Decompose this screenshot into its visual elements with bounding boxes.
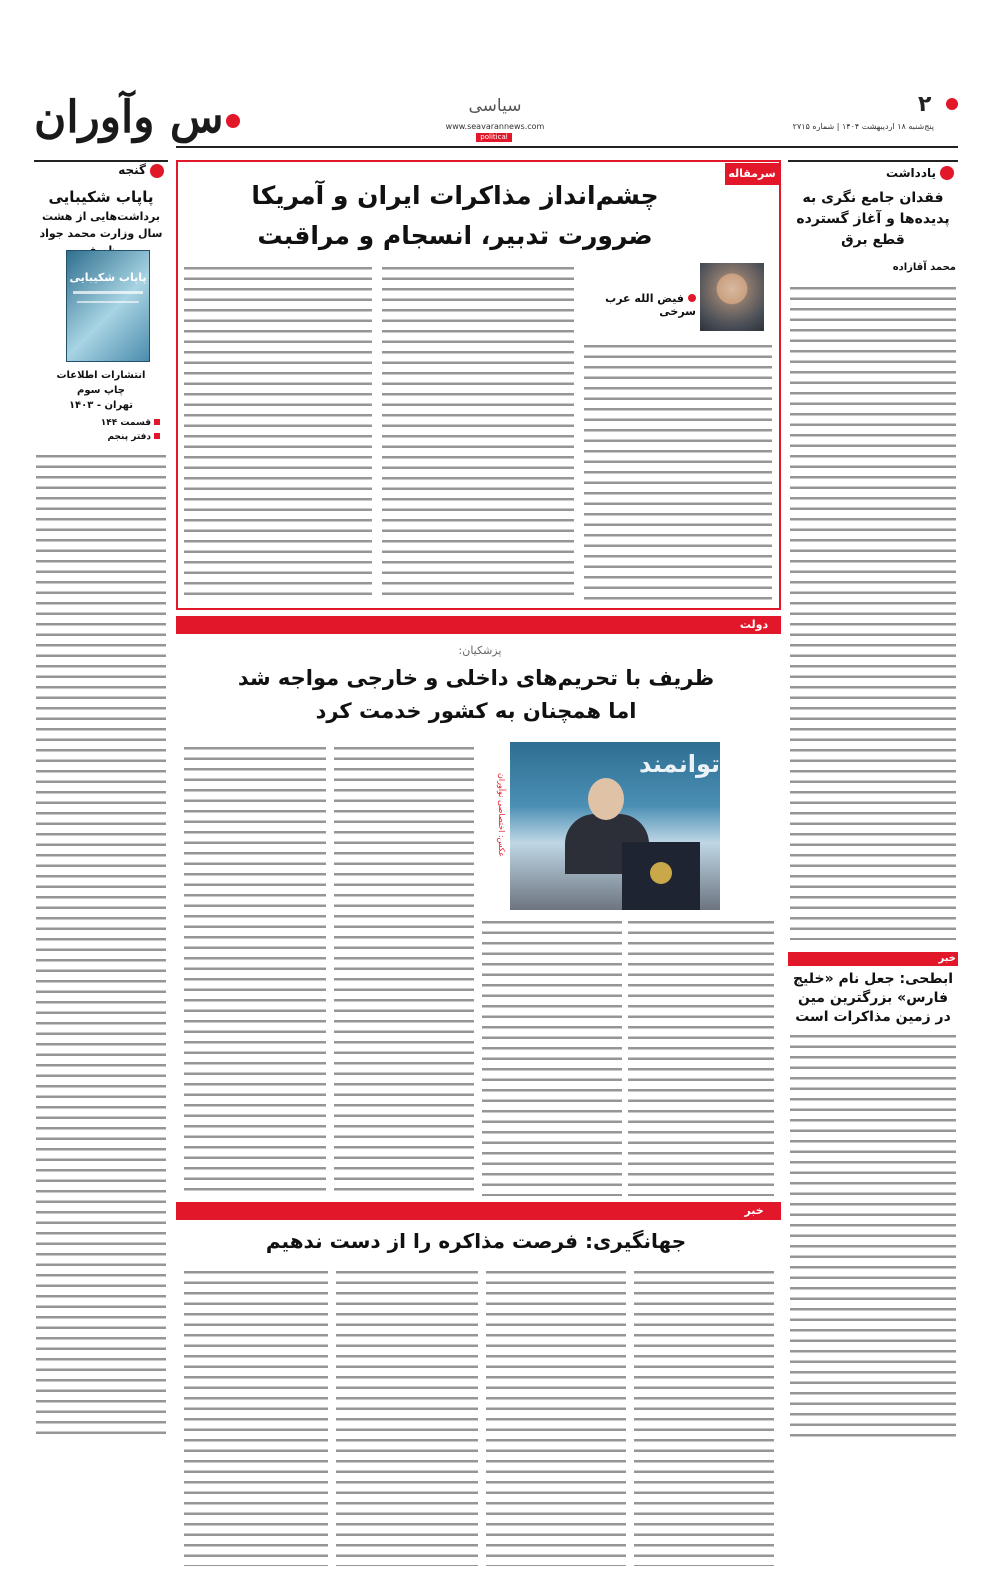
khabar-col-1 xyxy=(634,1266,774,1566)
khabar-col-2 xyxy=(486,1266,626,1566)
khabar-right-body xyxy=(790,1030,956,1442)
ganje-title: پاپاب شکیبایی xyxy=(48,188,154,206)
dolat-title-line1: ظریف با تحریم‌های داخلی و خارجی مواجه شد xyxy=(237,666,715,690)
section-title: سیاسی xyxy=(468,96,522,116)
book-cover-title: پاپاب شکیبایی xyxy=(69,271,147,284)
yaddasht-title: فقدان جامع نگری به پدیده‌ها و آغاز گسترده قطع برق xyxy=(796,190,950,248)
page-number: ۲ xyxy=(918,92,932,117)
photo-credit: عکس: اختصاصی نوآوران xyxy=(497,773,506,857)
editorial-label: سرمقاله xyxy=(725,163,779,185)
khabar-right-label: خبر xyxy=(938,953,956,964)
podium-emblem-icon xyxy=(650,862,672,884)
dolat-bar xyxy=(176,616,781,634)
dolat-col-2 xyxy=(482,916,622,1196)
ganje-part: قسمت ۱۴۴ xyxy=(80,418,160,428)
editorial-author: فیض الله عرب سرخی xyxy=(605,292,696,318)
dolat-col-3 xyxy=(334,742,474,1196)
news-photo xyxy=(510,742,720,910)
bullet-icon xyxy=(154,419,160,425)
dolat-col-1 xyxy=(628,916,774,1196)
yaddasht-label: یادداشت xyxy=(886,166,936,180)
khabar-bar xyxy=(176,1202,781,1220)
editorial-title-line2: ضرورت تدبیر، انسجام و مراقبت xyxy=(257,221,653,250)
ganje-body xyxy=(36,450,166,1440)
editorial-title xyxy=(190,176,720,256)
yaddasht-body xyxy=(790,282,956,940)
book-cover-stripe xyxy=(73,291,143,294)
editorial-title-line1: چشم‌انداز مذاکرات ایران و آمریکا xyxy=(251,181,659,210)
issue-date: پنج‌شنبه ۱۸ اردیبهشت ۱۴۰۴ | شماره ۲۷۱۵ xyxy=(792,122,934,131)
page-dot-icon xyxy=(946,98,958,110)
newspaper-logo: ﺱ وآوران xyxy=(34,92,240,143)
section-tag: political xyxy=(476,133,512,142)
editorial-col-2 xyxy=(382,262,574,602)
khabar-right-title: ابطحی: جعل نام «خلیج فارس» بزرگترین مین در زمین مذاکرات است xyxy=(792,971,954,1025)
author-dot-icon xyxy=(688,294,696,302)
yaddasht-author: محمد آقازاده xyxy=(892,262,956,273)
dolat-label: دولت xyxy=(739,618,769,631)
masthead-rule xyxy=(176,146,958,148)
khabar-title: جهانگیری: فرصت مذاکره را از دست ندهیم xyxy=(265,1229,687,1253)
book-cover-stripe xyxy=(77,301,139,303)
logo-dot-icon xyxy=(226,114,240,128)
yaddasht-dot-icon xyxy=(940,166,954,180)
ganje-dot-icon xyxy=(150,164,164,178)
dolat-title-line2: اما همچنان به کشور خدمت کرد xyxy=(315,699,637,723)
khabar-col-3 xyxy=(336,1266,478,1566)
ganje-subtitle: برداشت‌هایی از هشت سال وزارت محمد جواد xyxy=(39,210,163,240)
author-photo xyxy=(700,263,764,331)
book-edition: چاپ سوم xyxy=(77,385,125,396)
dolat-col-4 xyxy=(184,742,326,1196)
ganje-notebook: دفتر پنجم xyxy=(80,432,160,442)
bullet-icon xyxy=(154,433,160,439)
khabar-col-4 xyxy=(184,1266,328,1566)
editorial-col-3 xyxy=(184,262,372,602)
khabar-label: خبر xyxy=(744,1204,764,1217)
photo-figure-head xyxy=(588,778,624,820)
editorial-col-1 xyxy=(584,340,772,602)
book-place-year: تهران - ۱۴۰۳ xyxy=(68,400,134,411)
book-publisher: انتشارات اطلاعات xyxy=(56,370,146,381)
ganje-label: گنجه xyxy=(118,163,146,177)
site-url[interactable]: www.seavarannews.com xyxy=(445,122,545,131)
dolat-title xyxy=(196,662,756,728)
book-cover xyxy=(66,250,150,362)
dolat-kicker: پزشکیان: xyxy=(458,644,502,657)
photo-banner: توانمند xyxy=(638,750,720,778)
